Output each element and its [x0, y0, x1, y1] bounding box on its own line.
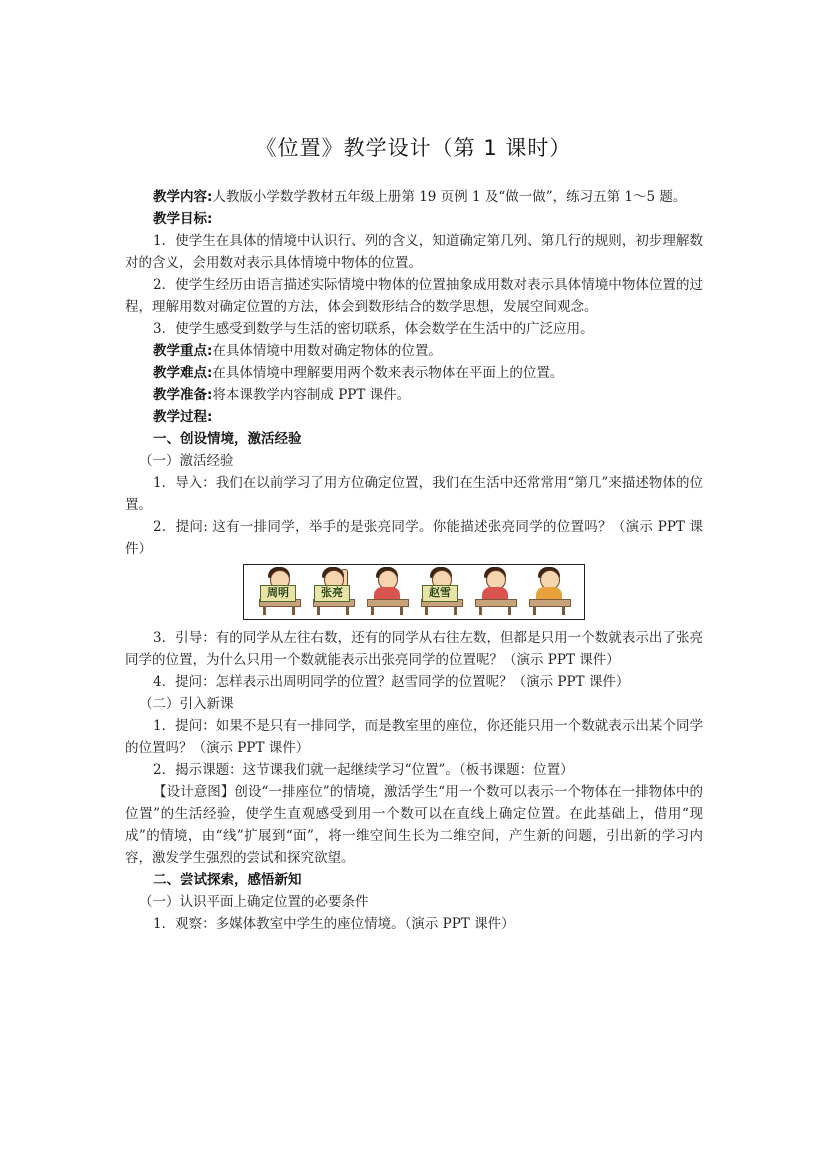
student-figure	[473, 567, 517, 615]
student-figure	[365, 567, 409, 615]
section1-sub1: （一）激活经验	[139, 453, 234, 469]
design-intent: 【设计意图】创设“一排座位”的情境，激活学生“用一个数可以表示一个物体在一排物体中的位置”的生活经验，使学生直观感受到用一个数可以在直线上确定位置。在此基础上，借用“现成”的情境，由“线”扩展到“面”，将一维空间生长为二维空间，产生新的问题，引出新的学习内容，激发学生强烈的尝试和探究欲望。	[125, 784, 703, 866]
key-point-text: 在具体情境中用数对确定物体的位置。	[212, 343, 442, 359]
section1-paragraph: 2．揭示课题：这节课我们就一起继续学习“位置”。（板书课题：位置）	[153, 762, 574, 778]
student-figure	[527, 567, 571, 615]
section2-paragraph: 1．观察：多媒体教室中学生的座位情境。（演示 PPT 课件）	[153, 916, 515, 932]
students-row-figure	[243, 564, 585, 620]
section1-paragraph: 2．提问: 这有一排同学，举手的是张亮同学。你能描述张亮同学的位置吗？（演示 PPT 课件）	[125, 519, 703, 557]
section1-paragraph: 3．引导：有的同学从左往右数，还有的同学从右往左数，但都是只用一个数就表示出了张亮同学的位置，为什么只用一个数就能表示出张亮同学的位置呢？（演示 PPT 课件）	[125, 630, 703, 668]
document-title: 《位置》教学设计（第 1 课时）	[255, 136, 572, 160]
key-point	[125, 340, 703, 362]
name-sign-zhouming: 周明	[260, 585, 296, 602]
teaching-goals-label: 教学目标:	[153, 211, 213, 227]
section1-paragraph: 1．提问：如果不是只有一排同学，而是教室里的座位，你还能只用一个数就表示出某个同学的位置吗？（演示 PPT 课件）	[125, 718, 703, 756]
goal-item: 1．使学生在具体的情境中认识行、列的含义，知道确定第几列、第几行的规则，初步理解数对的含义，会用数对表示具体情境中物体的位置。	[125, 233, 703, 271]
difficulty	[125, 362, 703, 384]
difficulty-label: 教学难点:	[153, 365, 213, 381]
preparation	[125, 384, 703, 406]
key-point-label: 教学重点:	[153, 343, 213, 359]
difficulty-text: 在具体情境中理解要用两个数来表示物体在平面上的位置。	[212, 365, 564, 381]
document-body	[125, 186, 703, 935]
section2-heading	[125, 869, 703, 891]
student-figure-raised-hand	[311, 567, 355, 615]
section1-heading	[125, 428, 703, 450]
section1-paragraph: 1．导入：我们在以前学习了用方位确定位置，我们在生活中还常常用“第几”来描述物体的位置。	[125, 475, 703, 513]
section2-heading-text: 二、尝试探索，感悟新知	[153, 872, 302, 888]
section2-sub1: （一）认识平面上确定位置的必要条件	[139, 894, 369, 910]
teaching-content-label: 教学内容:	[153, 189, 213, 205]
process-label: 教学过程:	[153, 409, 213, 425]
goal-item: 3．使学生感受到数学与生活的密切联系，体会数学在生活中的广泛应用。	[153, 321, 594, 337]
section1-paragraph: 4．提问：怎样表示出周明同学的位置？赵雪同学的位置呢？（演示 PPT 课件）	[153, 674, 630, 690]
preparation-text: 将本课教学内容制成 PPT 课件。	[212, 387, 411, 403]
goal-item: 2．使学生经历由语言描述实际情境中物体的位置抽象成用数对表示具体情境中物体位置的过程，理解用数对确定位置的方法，体会到数形结合的数学思想，发展空间观念。	[125, 277, 703, 315]
preparation-label: 教学准备:	[153, 387, 213, 403]
process-heading	[125, 406, 703, 428]
teaching-content	[125, 186, 703, 208]
teaching-content-text: 人教版小学数学教材五年级上册第 19 页例 1 及“做一做”，练习五第 1～5 题。	[212, 189, 687, 205]
section1-sub2: （二）引入新课	[139, 696, 234, 712]
teaching-goals-heading	[125, 208, 703, 230]
section1-heading-text: 一、创设情境，激活经验	[153, 431, 302, 447]
name-sign-zhangliang: 张亮	[314, 585, 350, 602]
name-sign-zhaoxue: 赵雪	[422, 585, 458, 602]
student-figure	[257, 567, 301, 615]
student-figure	[419, 567, 463, 615]
